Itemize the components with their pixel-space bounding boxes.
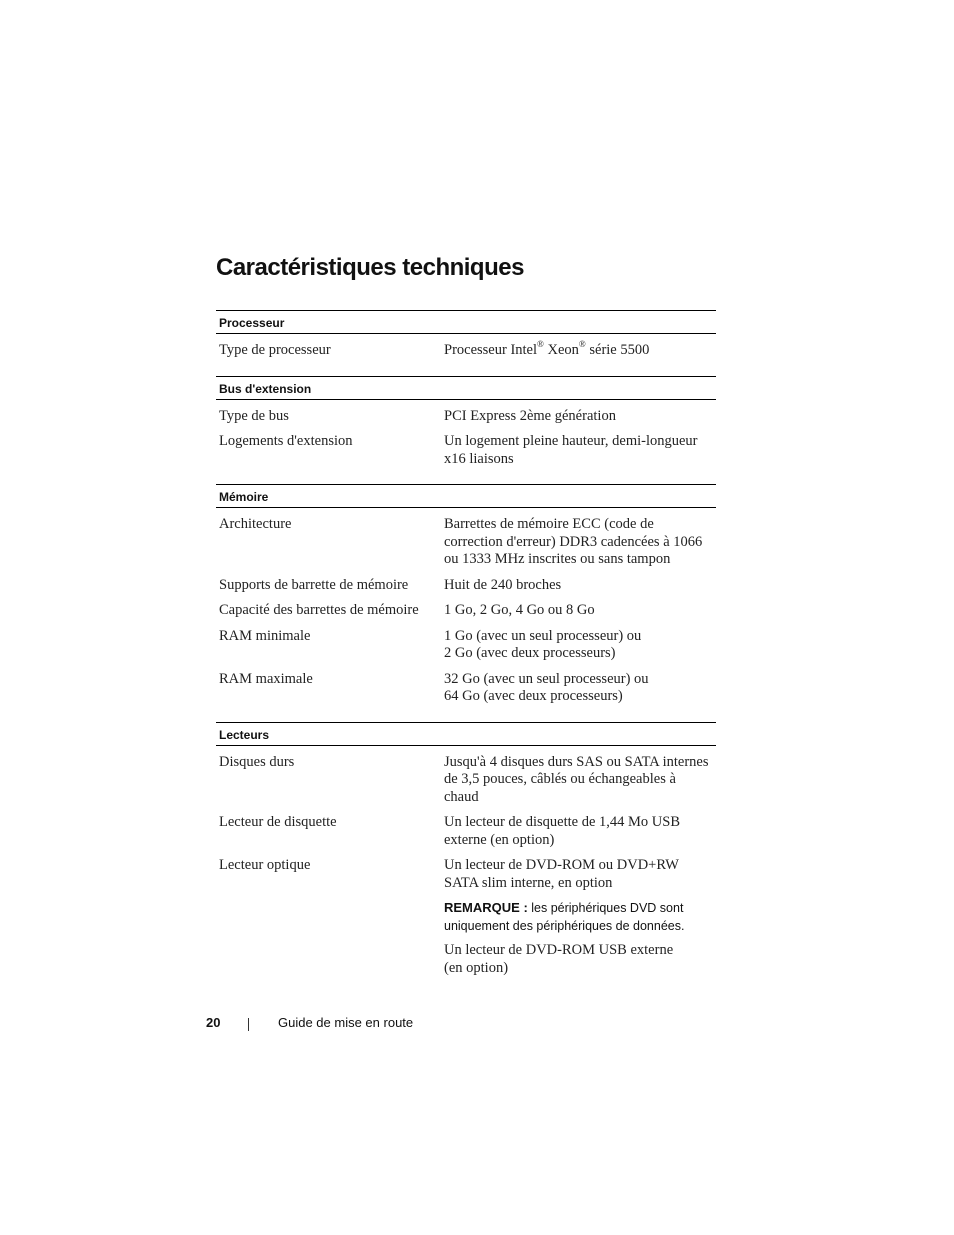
spec-label: Logements d'extension xyxy=(219,433,353,449)
spec-value xyxy=(444,339,716,360)
spec-value xyxy=(444,516,716,569)
specifications-table xyxy=(216,310,716,993)
spec-label: RAM maximale xyxy=(219,670,313,687)
spec-label: Lecteur de disquette xyxy=(219,814,337,830)
value-text: Xeon xyxy=(543,342,579,358)
value-line: correction d'erreur) DDR3 cadencées à 1066 xyxy=(444,533,703,550)
value-line: Un lecteur de DVD-ROM ou DVD+RW xyxy=(444,857,679,873)
registered-mark: ® xyxy=(578,339,586,350)
value-line: chaud xyxy=(444,788,479,805)
spec-row xyxy=(216,339,716,360)
value-line: Un lecteur de DVD-ROM USB externe xyxy=(444,942,674,958)
value-line: SATA slim interne, en option xyxy=(444,874,613,891)
page-number: 20 xyxy=(206,1015,221,1030)
value-line: 1 Go, 2 Go, 4 Go ou 8 Go xyxy=(444,602,595,618)
spec-label: Type de processeur xyxy=(219,342,331,358)
section-processeur xyxy=(216,310,716,376)
spec-value xyxy=(444,577,716,595)
spec-row xyxy=(216,754,716,807)
spec-label: Type de bus xyxy=(219,407,289,424)
spec-value xyxy=(444,628,716,663)
value-line: Barrettes de mémoire ECC (code de xyxy=(444,516,654,532)
value-line: (en option) xyxy=(444,959,509,976)
value-line: x16 liaisons xyxy=(444,450,514,467)
spec-row xyxy=(216,408,716,426)
section-lecteurs xyxy=(216,722,716,994)
spec-label: RAM minimale xyxy=(219,627,311,644)
spec-row xyxy=(216,602,716,620)
spec-label: Lecteur optique xyxy=(219,857,311,873)
note-text: uniquement des périphériques de données. xyxy=(444,918,685,933)
section-memoire xyxy=(216,484,716,722)
section-bus-extension xyxy=(216,376,716,485)
value-line: 32 Go (avec un seul processeur) ou xyxy=(444,670,649,687)
section-heading: Processeur xyxy=(216,310,716,334)
registered-mark: ® xyxy=(537,339,544,350)
value-line: Jusqu'à 4 disques durs SAS ou SATA internes xyxy=(444,753,709,770)
spec-value xyxy=(444,671,716,706)
value-line: Huit de 240 broches xyxy=(444,576,562,593)
extra-paragraph xyxy=(444,942,716,977)
value-line: 64 Go (avec deux processeurs) xyxy=(444,688,623,704)
note-block xyxy=(444,899,716,935)
spec-label: Architecture xyxy=(219,516,292,532)
value-text: Processeur Intel xyxy=(444,342,538,358)
spec-label: Supports de barrette de mémoire xyxy=(219,576,409,593)
spec-value xyxy=(444,602,716,620)
spec-value xyxy=(444,754,716,807)
note-label: REMARQUE : xyxy=(444,900,528,915)
spec-row xyxy=(216,516,716,569)
value-line: externe (en option) xyxy=(444,831,555,848)
section-heading: Mémoire xyxy=(216,484,716,508)
section-heading: Bus d'extension xyxy=(216,376,716,400)
spec-value xyxy=(444,857,716,977)
spec-row xyxy=(216,433,716,468)
spec-row xyxy=(216,814,716,849)
note-text: les périphériques DVD sont xyxy=(527,901,684,915)
spec-label: Disques durs xyxy=(219,753,295,770)
guide-title: Guide de mise en route xyxy=(278,1015,414,1030)
value-line: Un logement pleine hauteur, demi-longueur xyxy=(444,433,698,449)
value-line: PCI Express 2ème génération xyxy=(444,407,616,424)
spec-value xyxy=(444,408,716,426)
spec-label: Capacité des barrettes de mémoire xyxy=(219,602,419,618)
spec-row xyxy=(216,577,716,595)
spec-row xyxy=(216,628,716,663)
value-line: ou 1333 MHz inscrites ou sans tampon xyxy=(444,551,671,567)
spec-value xyxy=(444,814,716,849)
spec-row xyxy=(216,857,716,977)
footer-separator xyxy=(248,1018,249,1031)
section-heading: Lecteurs xyxy=(216,722,716,746)
spec-row xyxy=(216,671,716,706)
value-line: 1 Go (avec un seul processeur) ou xyxy=(444,627,642,644)
value-text: série 5500 xyxy=(585,342,650,358)
spec-value xyxy=(444,433,716,468)
value-line: 2 Go (avec deux processeurs) xyxy=(444,645,616,661)
value-line: de 3,5 pouces, câblés ou échangeables à xyxy=(444,771,676,787)
page-title: Caractéristiques techniques xyxy=(216,254,524,281)
value-line: Un lecteur de disquette de 1,44 Mo USB xyxy=(444,814,680,830)
